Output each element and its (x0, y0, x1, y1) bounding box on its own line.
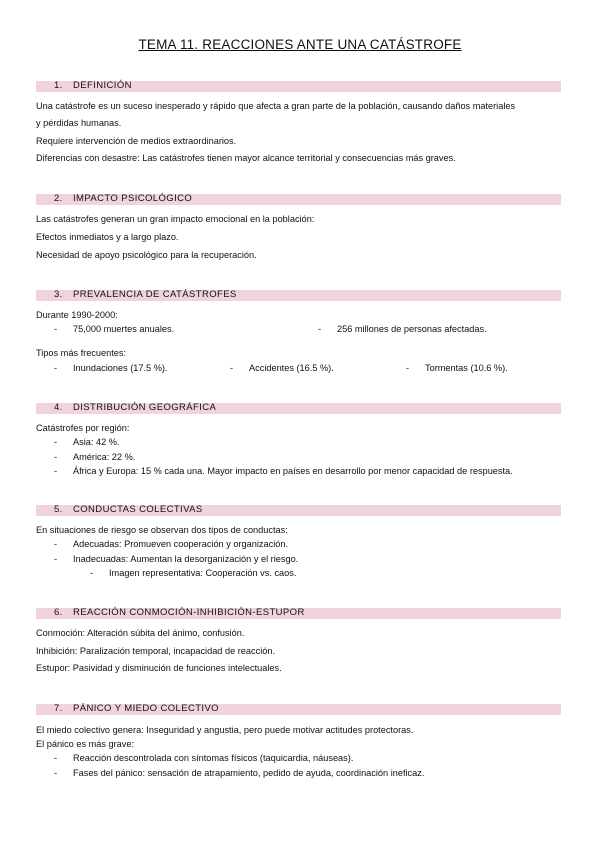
paragraph-line: Diferencias con desastre: Las catástrofes tienen mayor alcance territorial y consecuencias más graves. (36, 153, 456, 163)
paragraph-line: Estupor: Pasividad y disminución de funciones intelectuales. (36, 663, 282, 673)
paragraph-line: En situaciones de riesgo se observan dos tipos de conductas: (36, 525, 288, 535)
paragraph-line: El pánico es más grave: (36, 739, 135, 749)
paragraph-line: Las catástrofes generan un gran impacto emocional en la población: (36, 214, 315, 224)
bullet-dash: - (54, 363, 58, 373)
list-item: Inadecuadas: Aumentan la desorganización y el riesgo. (73, 554, 299, 564)
page-title: TEMA 11. REACCIONES ANTE UNA CATÁSTROFE (138, 37, 462, 52)
bullet-dash: - (90, 568, 94, 578)
paragraph-line: Durante 1990-2000: (36, 310, 118, 320)
bullet-dash: - (54, 753, 58, 763)
paragraph-line: Inhibición: Paralización temporal, incapacidad de reacción. (36, 646, 276, 656)
section-heading-7: 7. PÁNICO Y MIEDO COLECTIVO (54, 703, 219, 714)
bullet-dash: - (406, 363, 410, 373)
paragraph-line: El miedo colectivo genera: Inseguridad y angustia, pero puede motivar actitudes protectoras. (36, 725, 414, 735)
section-heading-6: 6. REACCIÓN CONMOCIÓN-INHIBICIÓN-ESTUPOR (54, 607, 305, 618)
bullet-dash: - (54, 452, 58, 462)
bullet-dash: - (54, 539, 58, 549)
section-heading-5: 5. CONDUCTAS COLECTIVAS (54, 504, 203, 515)
paragraph-line: Catástrofes por región: (36, 423, 130, 433)
bullet-dash: - (54, 437, 58, 447)
bullet-dash: - (230, 363, 234, 373)
section-heading-1: 1. DEFINICIÓN (54, 80, 132, 91)
bullet-dash: - (54, 324, 58, 334)
list-item: 256 millones de personas afectadas. (337, 324, 487, 334)
list-item: América: 22 %. (73, 452, 136, 462)
paragraph-line: Conmoción: Alteración súbita del ánimo, confusión. (36, 628, 245, 638)
paragraph-line: Efectos inmediatos y a largo plazo. (36, 232, 179, 242)
bullet-dash: - (54, 768, 58, 778)
paragraph-line: Necesidad de apoyo psicológico para la recuperación. (36, 250, 257, 260)
paragraph-line: Requiere intervención de medios extraordinarios. (36, 136, 237, 146)
list-item: Asia: 42 %. (73, 437, 120, 447)
bullet-dash: - (54, 466, 58, 476)
section-heading-2: 2. IMPACTO PSICOLÓGICO (54, 193, 193, 204)
list-item: África y Europa: 15 % cada una. Mayor impacto en países en desarrollo por menor capacidad de respuesta. (73, 466, 513, 476)
list-item: Accidentes (16.5 %). (249, 363, 334, 373)
paragraph-line: Una catástrofe es un suceso inesperado y rápido que afecta a gran parte de la población, causando daños materiales (36, 101, 516, 111)
list-item: Fases del pánico: sensación de atrapamiento, pedido de ayuda, coordinación ineficaz. (73, 768, 425, 778)
list-item: Adecuadas: Promueven cooperación y organización. (73, 539, 289, 549)
bullet-dash: - (54, 554, 58, 564)
paragraph-line: y pérdidas humanas. (36, 118, 122, 128)
section-heading-4: 4. DISTRIBUCIÓN GEOGRÁFICA (54, 402, 217, 413)
bullet-dash: - (318, 324, 322, 334)
list-item: Inundaciones (17.5 %). (73, 363, 168, 373)
list-item: 75,000 muertes anuales. (73, 324, 175, 334)
paragraph-line: Tipos más frecuentes: (36, 348, 127, 358)
section-heading-3: 3. PREVALENCIA DE CATÁSTROFES (54, 289, 237, 300)
list-item: Imagen representativa: Cooperación vs. caos. (109, 568, 297, 578)
list-item: Reacción descontrolada con síntomas físicos (taquicardia, náuseas). (73, 753, 354, 763)
list-item: Tormentas (10.6 %). (425, 363, 508, 373)
